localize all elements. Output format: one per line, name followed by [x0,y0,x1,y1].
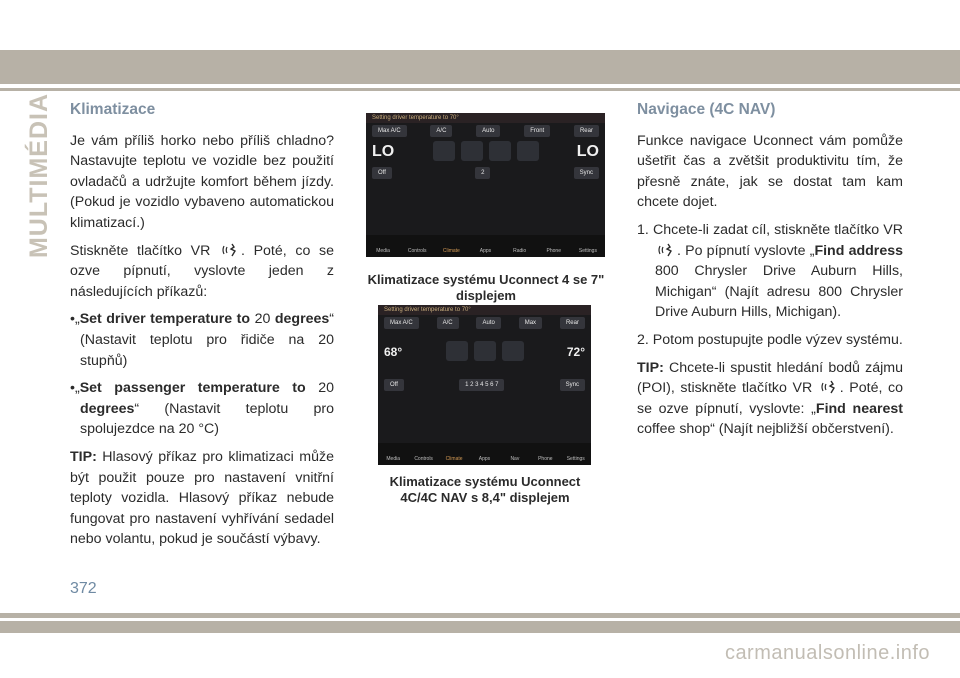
nav-controls: Controls [407,248,427,254]
sync-button: Sync [574,167,599,179]
sync-button: Sync [560,379,585,391]
header-rule [0,88,960,91]
screen1-status: Setting driver temperature to 70° [366,113,605,123]
driver-temp-readout: LO [372,143,395,160]
off-button: Off [384,379,404,391]
climate-intro: Je vám příliš horko nebo příliš chladno? Nastavujte teplotu ve vozidle bez použití ovladačů a udržujte komfort během jízdy. (Pokud je vozidlo vybaveno automatickou klimatizací.) [70,132,334,231]
screen1-top-buttons [366,123,605,139]
left-column [70,100,334,557]
nav-apps: Apps [479,248,492,254]
command-passenger-temp: •„Set passenger temperature to 20 degrees“ (Nastavit teplotu pro spolujezdce na 20 °C) [70,380,334,438]
right-column [637,100,903,447]
screen2-top-buttons [378,315,591,331]
nav-step-1: 1. Chcete-li zadat cíl, stiskněte tlačítko VR . Po pípnutí vyslovte „Find address 800 Chrysler Drive Auburn Hills, Michigan“ (Najít adresu 800 Chrysler Drive Auburn Hills, Michigan). [637,221,903,321]
nav-radio: Radio [513,248,527,254]
section-tab [25,92,54,258]
navigation-heading: Navigace (4C NAV) [637,101,776,118]
screen2-temp-row [378,331,591,365]
climate-instruction: Stiskněte tlačítko VR . Poté, co se ozve pípnutí, vyslovte jeden z následujících příkazů: [70,242,334,300]
voice-recognition-icon [820,380,838,394]
max-ac-button: Max A/C [372,125,407,137]
rear-defrost-button: Rear [574,125,599,137]
nav-controls: Controls [414,456,433,462]
uconnect-8-climate-screen [378,305,591,465]
header-band [0,50,960,84]
nav-settings: Settings [566,456,585,462]
climate-tip: TIP: Hlasový příkaz pro klimatizaci může být použit pouze pro nastavení vnitřní teploty vozidla. Hlasový příkaz nebude fungovat pro nastavení vyhřívání sedadel nebo volantu, pokud je součástí výbavy. [70,448,334,548]
max-ac-button: Max A/C [384,317,419,329]
caption-uconnect-4c: Klimatizace systému Uconnect 4C/4C NAV s 8,4" displejem [389,474,581,505]
voice-recognition-icon [221,243,239,257]
screen2-status: Setting driver temperature to 70° [378,305,591,315]
command-driver-temp: •„Set driver temperature to 20 degrees“ (Nastavit teplotu pro řidiče na 20 stupňů) [70,311,334,369]
airflow-modes [430,141,542,163]
nav-nav: Nav [510,456,520,462]
fan-level: 1 2 3 4 5 6 7 [459,379,504,391]
climate-heading: Klimatizace [70,101,156,118]
nav-media: Media [386,456,401,462]
nav-climate: Climate [442,248,460,254]
nav-climate: Climate [445,456,463,462]
page-number: 372 [70,580,97,597]
passenger-temp-readout: LO [576,143,599,160]
uconnect-7-climate-screen [366,113,605,257]
footer-rule [0,613,960,618]
off-button: Off [372,167,392,179]
nav-settings: Settings [578,248,597,254]
section-tab-label: MULTIMÉDIA [25,92,54,258]
front-defrost-button: Front [524,125,550,137]
navigation-tip: TIP: Chcete-li spustit hledání bodů zájmu (POI), stiskněte tlačítko VR . Poté, co se ozve pípnutí, vyslovte: „Find nearest coffee shop“ (Najít nejbližší občerstvení). [637,359,903,438]
nav-apps: Apps [478,456,491,462]
screen2-nav-bar [378,443,591,465]
footer-band [0,621,960,633]
nav-phone: Phone [538,456,553,462]
screen2-fan-row [378,365,591,393]
screen1-nav-bar [366,235,605,257]
nav-phone: Phone [546,248,561,254]
caption-uconnect-4: Klimatizace systému Uconnect 4 se 7" displejem [367,272,605,303]
navigation-intro: Funkce navigace Uconnect vám pomůže ušetřit čas a zvětšit produktivitu tím, že přesně znáte, jak se dostat tam kam chcete dojet. [637,132,903,211]
watermark: carmanualsonline.info [724,642,930,664]
ac-button: A/C [430,125,452,137]
nav-step-2: 2. Potom postupujte podle výzev systému. [637,331,903,348]
ac-button: A/C [437,317,459,329]
fan-level: 2 [475,167,490,179]
voice-recognition-icon [657,243,675,257]
max-defrost-button: Max [519,317,542,329]
passenger-temp-readout: 72° [566,345,585,359]
driver-temp-readout: 68° [384,345,403,359]
screen1-temp-row [366,139,605,165]
airflow-modes [443,341,527,363]
auto-button: Auto [476,317,500,329]
rear-defrost-button: Rear [560,317,585,329]
screen1-fan-row [366,165,605,181]
auto-button: Auto [476,125,500,137]
nav-media: Media [376,248,390,254]
